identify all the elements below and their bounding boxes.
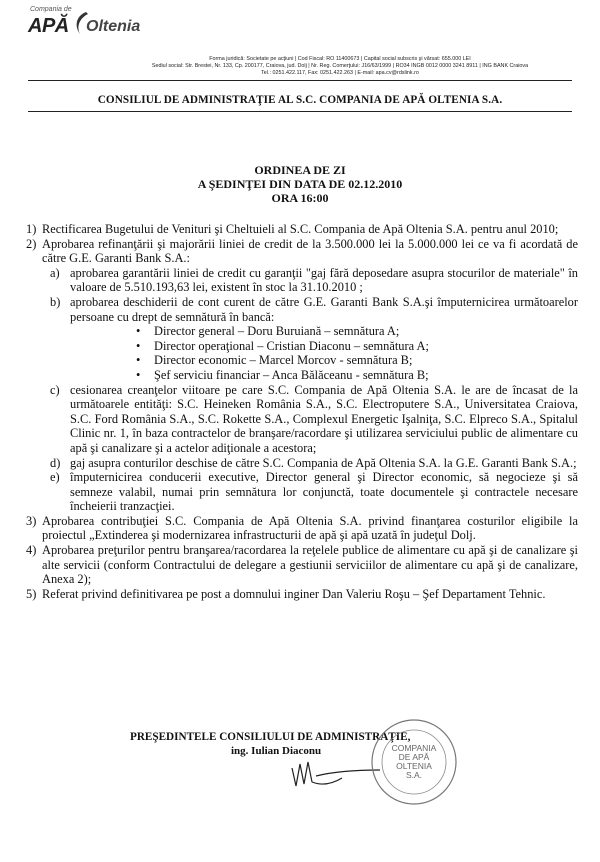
agenda-title: ORDINEA DE ZI <box>254 163 346 177</box>
subitem-letter: c) <box>50 382 60 397</box>
company-logo <box>28 6 178 42</box>
signatory-text: Şef serviciu financiar – Anca Bălăceanu - semnătura B; <box>154 367 429 382</box>
logo-oltenia-text: Oltenia <box>86 18 141 35</box>
signatory-item <box>26 368 578 383</box>
meeting-time: ORA 16:00 <box>271 191 329 205</box>
logo-apa-text: APĂ <box>28 15 69 37</box>
signatory-name: ing. Iulian Diaconu <box>231 745 322 757</box>
company-info-line: Forma juridică: Societate pe acţiuni | Cod Fiscal: RO 11400673 | Capital social subscris şi vărsat: 655.000 LEI <box>209 56 471 62</box>
bullet-icon: • <box>136 353 141 368</box>
agenda-item-number: 3) <box>26 513 37 528</box>
agenda-subitem <box>26 456 578 471</box>
stamp-line: OLTENIA <box>396 761 432 771</box>
subitem-text: cesionarea creanţelor viitoare pe care S.C. Compania de Apă Oltenia S.A. le are de încasat de la următoarele entităţi: S.C. Heineken România S.A., S.C. Electroputere S.A., Universitatea Craiova, S.C. Ford România S.A., S.C. Rokette S.A., Complexul Energetic Işalniţa, S.C. Elpreco S.A., Spitalul Clinic nr. 1, în baza contractelor de branşare/racordare şi utilizarea serviciului public de alimentare cu apă şi canalizare şi a actelor adiţionale a acestora; <box>70 382 578 455</box>
signatory-item <box>26 339 578 354</box>
subitem-letter: b) <box>50 294 61 309</box>
company-info-line: Sediul social: Str. Brestei, Nr. 133, Cp. 200177, Craiova, jud. Dolj | Nr. Reg. Comerţului: J16/63/1999 | RO34 INGB 0012 0000 3241 8911 | ING BANK Craiova <box>151 63 529 69</box>
subitem-text: împuternicirea conducerii executive, Director general şi Director economic, să negocieze şi să semneze valabil, numai prin semnătura lor conjunctă, toate documentele şi contractele necesare încheierii tranzacţiei. <box>70 470 578 514</box>
meeting-date: A ŞEDINŢEI DIN DATA DE 02.12.2010 <box>197 177 403 191</box>
agenda-item-text: Aprobarea preţurilor pentru branşarea/racordarea la reţelele publice de alimentare cu apă şi de canalizare şi alte servicii (conform Contractului de delegare a gestiunii serviciilor de alimentare cu apă şi de canalizare, Anexa 2); <box>42 543 578 587</box>
company-info-line: Tel.: 0251.422.117, Fax: 0251.422.263 | E-mail: apa.cv@rdslink.ro <box>261 70 419 76</box>
bullet-icon: • <box>136 367 141 382</box>
logo-tagline: Compania de <box>30 6 72 13</box>
agenda-subitem <box>26 470 578 514</box>
stamp-line: DE APĂ <box>398 752 430 762</box>
bullet-icon: • <box>136 338 141 353</box>
council-divider <box>28 111 572 112</box>
subitem-letter: d) <box>50 455 61 470</box>
agenda-subitem <box>26 383 578 456</box>
subitem-text: aprobarea garantării liniei de credit cu garanţii "gaj fără deposedare asupra stocurilor de materiale" în valoare de 5.510.193,63 lei, existent în stoc la 31.10.2010 ; <box>70 265 578 295</box>
signatory-title: PREŞEDINTELE CONSILIULUI DE ADMINISTRAŢIE, <box>130 731 411 743</box>
agenda-item-text: Referat privind definitivarea pe post a domnului inginer Dan Valeriu Roşu – Şef Departament Tehnic. <box>42 586 546 601</box>
subitem-text: gaj asupra conturilor deschise de către S.C. Compania de Apă Oltenia S.A. la G.E. Garanti Bank S.A.; <box>70 455 577 470</box>
agenda-item-text: Rectificarea Bugetului de Venituri şi Cheltuieli al S.C. Compania de Apă Oltenia S.A. pentru anul 2010; <box>42 222 559 236</box>
signatory-item <box>26 353 578 368</box>
agenda-item <box>26 587 578 602</box>
signatory-text: Director general – Doru Buruiană – semnătura A; <box>154 324 400 339</box>
agenda-item-number: 1) <box>26 222 37 236</box>
agenda-item <box>26 237 578 266</box>
subitem-text: aprobarea deschiderii de cont curent de către G.E. Garanti Bank S.A.şi împuternicirea următoarelor persoane cu drept de semnătură în bancă: <box>70 294 578 324</box>
subitem-letter: e) <box>50 470 60 485</box>
subitem-letter: a) <box>50 265 60 280</box>
agenda-item <box>26 543 578 587</box>
handwritten-signature <box>282 756 382 790</box>
agenda-item-number: 4) <box>26 543 37 558</box>
agenda-subitem <box>26 266 578 295</box>
stamp-line: S.A. <box>405 770 423 780</box>
signatory-text: Director economic – Marcel Morcov - semnătura B; <box>154 353 413 368</box>
signatory-text: Director operaţional – Cristian Diaconu – semnătura A; <box>154 338 429 353</box>
council-title: CONSILIUL DE ADMINISTRAŢIE AL S.C. COMPANIA DE APĂ OLTENIA S.A. <box>97 94 503 106</box>
agenda-item <box>26 222 578 237</box>
company-info <box>100 56 580 77</box>
agenda-subitem <box>26 295 578 324</box>
agenda-item-number: 5) <box>26 586 37 601</box>
agenda-item-text: Aprobarea contribuţiei S.C. Compania de Apă Oltenia S.A. privind finanţarea costurilor eligibile la proiectul „Extinderea şi modernizarea infrastructurii de apă şi apă uzată în judeţul Dolj. <box>42 513 578 543</box>
bullet-icon: • <box>136 324 141 339</box>
agenda-item <box>26 514 578 543</box>
agenda-item-number: 2) <box>26 236 37 251</box>
stamp-text <box>368 744 460 780</box>
header-divider <box>28 80 572 81</box>
signatory-item <box>26 324 578 339</box>
agenda-item-text: Aprobarea refinanţării şi majorării liniei de credit de la 3.500.000 lei la 5.000.000 lei ce va fi acordată de către G.E. Garanti Bank S.A.: <box>42 236 578 266</box>
stamp-line: COMPANIA <box>391 743 437 753</box>
agenda-list <box>26 222 578 601</box>
